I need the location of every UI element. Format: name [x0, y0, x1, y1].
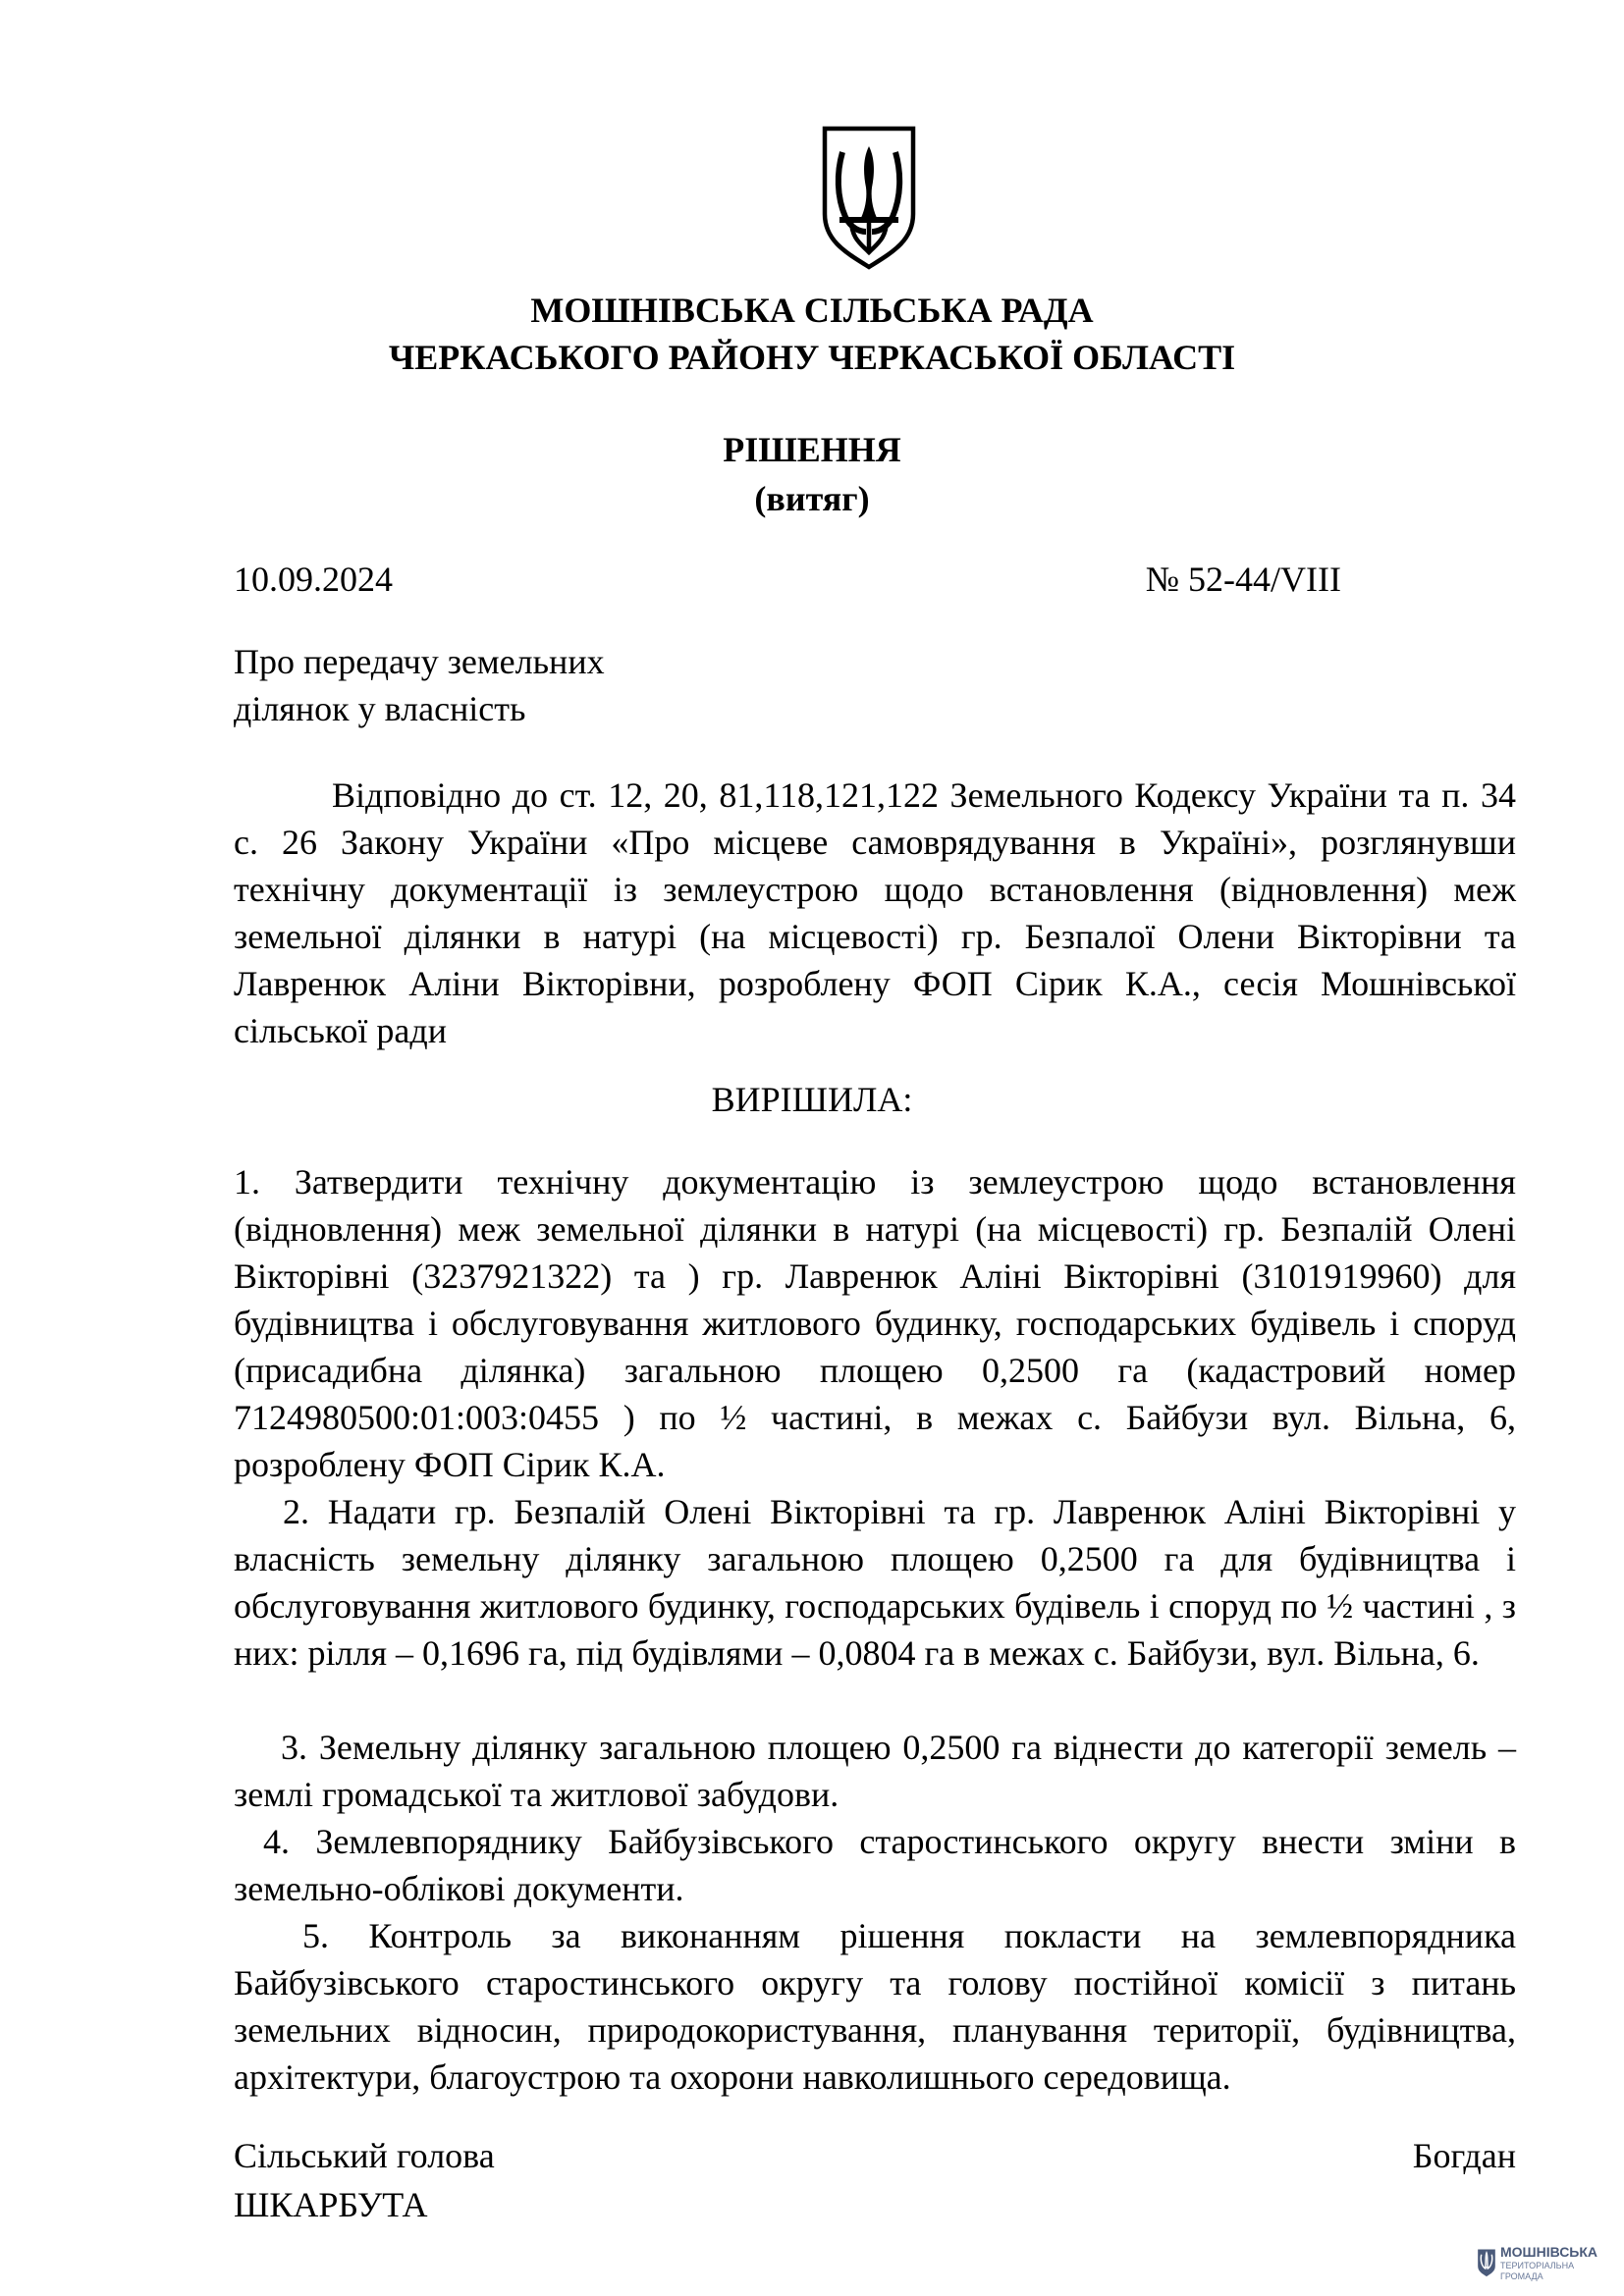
decision-item-3: 3. Земельну ділянку загальною площею 0,2500 га віднести до категорії земель – землі громадської та житлової забудови. — [234, 1728, 1516, 1814]
logo-text-line-1: МОШНІВСЬКА — [1500, 2244, 1598, 2260]
signature-title: Сільський голова — [234, 2136, 495, 2175]
signature-first-name: Богдан — [1412, 2136, 1516, 2175]
preamble-paragraph: Відповідно до ст. 12, 20, 81,118,121,122 Земельного Кодексу України та п. 34 с. 26 Закону України «Про місцеве самоврядування в Україні», розглянувши технічну документації із землеустрою щодо встановлення (відновлення) меж земельної ділянки в натурі (на місцевості) гр. Безпалої Олени Вікторівни та Лавренюк Аліни Вікторівни, розроблену ФОП Сірик К.А., сесія Мошнівської сільської ради — [234, 775, 1516, 1050]
document-date: 10.09.2024 — [234, 560, 393, 599]
document-subtitle: (витяг) — [754, 479, 870, 518]
logo-text-line-3: ГРОМАДА — [1500, 2271, 1543, 2281]
subject-line-1: Про передачу земельних — [234, 642, 605, 681]
logo-text-line-2: ТЕРИТОРІАЛЬНА — [1500, 2261, 1575, 2270]
decision-heading: ВИРІШИЛА: — [711, 1080, 913, 1119]
decision-item-1: 1. Затвердити технічну документацію із землеустрою щодо встановлення (відновлення) меж земельної ділянки в натурі (на місцевості) гр. Безпалій Олені Вікторівні (3237921322) та ) гр. Лавренюк Аліні Вікторівні (3101919960) для будівництва і обслуговування житлового будинку, господарських будівель і споруд (присадибна ділянка) загальною площею 0,2500 га (кадастровий номер 7124980500:01:003:0455 ) по ½ частині, в межах с. Байбузи вул. Вільна, 6, розроблену ФОП Сірик К.А. — [234, 1162, 1516, 1484]
organization-name: МОШНІВСЬКА СІЛЬСЬКА РАДА — [530, 291, 1094, 330]
document-title: РІШЕННЯ — [723, 430, 901, 469]
document-number: № 52-44/VIII — [1145, 560, 1341, 599]
coat-of-arms-icon — [819, 122, 919, 271]
decision-item-2: 2. Надати гр. Безпалій Олені Вікторівні та гр. Лавренюк Аліні Вікторівні у власність земельну ділянку загальною площею 0,2500 га для будівництва і обслуговування житлового будинку, господарських будівель і споруд по ½ частині , з них: рілля – 0,1696 га, під будівлями – 0,0804 га в межах с. Байбузи, вул. Вільна, 6. — [234, 1492, 1516, 1673]
decision-item-4: 4. Землевпоряднику Байбузівського старостинського округу внести зміни в земельно-облікові документи. — [234, 1822, 1516, 1908]
signature-last-name: ШКАРБУТА — [234, 2185, 428, 2224]
trident-small-icon — [1477, 2246, 1496, 2279]
decision-item-5: 5. Контроль за виконанням рішення покласти на землевпорядника Байбузівського старостинського округу та голову постійної комісії з питань земельних відносин, природокористування, планування території, будівництва, архітектури, благоустрою та охорони навколишнього середовища. — [234, 1916, 1516, 2097]
subject-line-2: ділянок у власність — [234, 689, 526, 728]
organization-region: ЧЕРКАСЬКОГО РАЙОНУ ЧЕРКАСЬКОЇ ОБЛАСТІ — [388, 338, 1236, 377]
community-logo — [1475, 2240, 1622, 2291]
